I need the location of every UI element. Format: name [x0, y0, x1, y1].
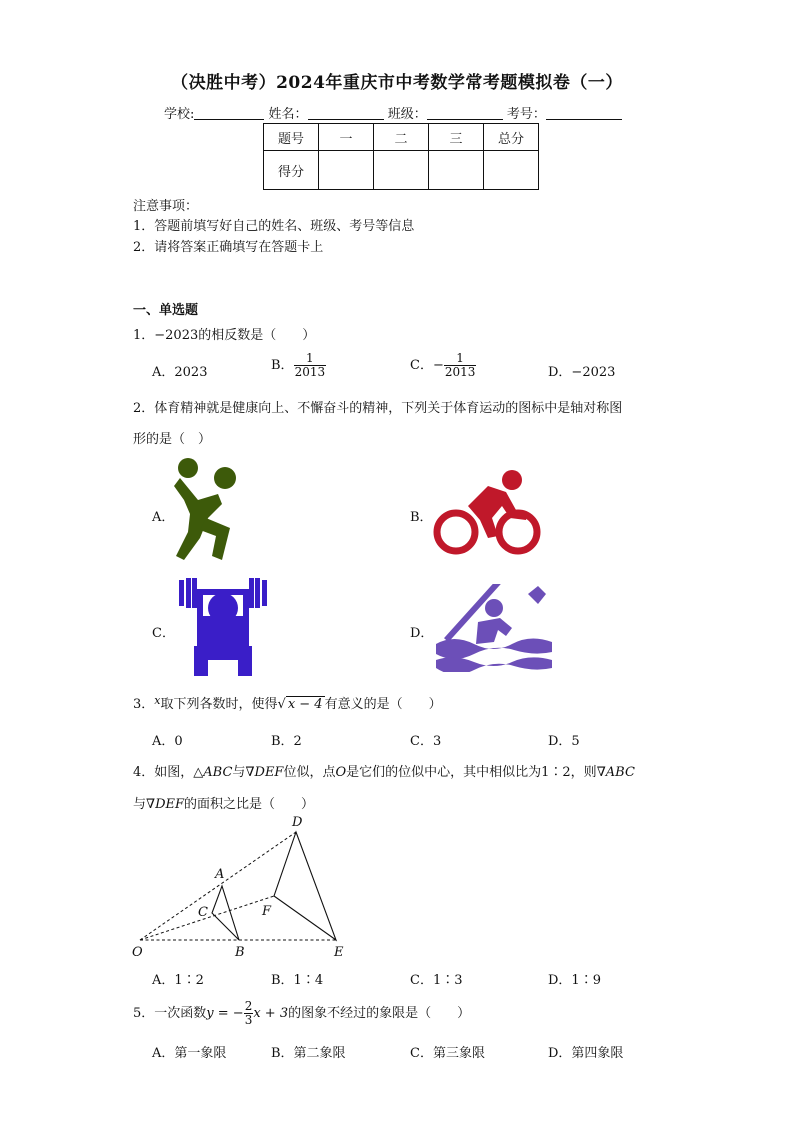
score-table	[263, 123, 539, 190]
q2-option-c-label[interactable]: C．	[152, 626, 175, 641]
q3-number: 3．	[133, 697, 155, 712]
q5-option-d[interactable]: D．第四象限	[548, 1046, 624, 1061]
q4-text: 与	[133, 797, 147, 812]
option-prefix: C．−	[410, 358, 444, 373]
school-blank[interactable]	[194, 107, 264, 120]
q4-text: 位似，点	[283, 765, 336, 780]
notes-heading: 注意事项：	[133, 199, 199, 214]
name-blank[interactable]	[308, 107, 384, 120]
runner-icon	[170, 456, 246, 564]
score-header-cell: 三	[429, 124, 484, 151]
score-header-cell: 题号	[264, 124, 319, 151]
score-header-cell: 一	[319, 124, 374, 151]
question-4-stem-line1	[133, 761, 635, 780]
fraction-numerator: 1	[444, 352, 477, 366]
similar-triangles-figure	[128, 812, 358, 962]
label-o: O	[132, 945, 143, 960]
question-3-stem	[133, 693, 442, 712]
q5-text: 5．一次函数	[133, 1006, 207, 1021]
student-info-line	[164, 103, 622, 122]
q2-option-a-label[interactable]: A．	[152, 510, 175, 525]
label-e: E	[334, 945, 344, 960]
kayaker-icon	[434, 584, 556, 672]
q5-option-b[interactable]: B．第二象限	[271, 1046, 346, 1061]
note-item: 2．请将答案正确填写在答题卡上	[133, 240, 324, 255]
sqrt-sign: √	[277, 697, 286, 712]
note-item: 1．答题前填写好自己的姓名、班级、考号等信息	[133, 219, 415, 234]
q3-option-b[interactable]: B．2	[271, 734, 302, 749]
label-f: F	[262, 904, 272, 919]
label-c: C	[198, 905, 208, 920]
question-2-stem-line2: 形的是（ ）	[133, 432, 212, 447]
score-header-cell: 总分	[484, 124, 539, 151]
q5-option-c[interactable]: C．第三象限	[410, 1046, 485, 1061]
q3-option-c[interactable]: C．3	[410, 734, 442, 749]
q4-option-d[interactable]: D．1∶9	[548, 973, 601, 988]
fraction-numerator: 2	[244, 999, 253, 1013]
question-2-stem-line1: 2．体育精神就是健康向上、不懈奋斗的精神，下列关于体育运动的图标中是轴对称图	[133, 401, 623, 416]
dashed-line-od	[140, 832, 296, 940]
exam-no-blank[interactable]	[546, 107, 622, 120]
fraction-numerator: 1	[294, 352, 327, 366]
q4-text: 的面积之比是（ ）	[184, 797, 315, 812]
q3-option-a[interactable]: A．0	[152, 734, 183, 749]
label-b: B	[235, 945, 245, 960]
class-label: 班级：	[387, 107, 427, 122]
q4-text: 与	[232, 765, 246, 780]
q3-stem-middle: 取下列各数时，使得	[160, 697, 278, 712]
fraction-denominator: 3	[244, 1013, 253, 1027]
q1-option-d[interactable]: D．−2023	[548, 365, 616, 380]
score-cell[interactable]	[374, 151, 429, 190]
q5-equation-lhs: y = −	[206, 1006, 244, 1021]
fraction	[244, 1000, 254, 1027]
q4-triangle-def: ∇DEF	[245, 765, 284, 780]
q1-option-a[interactable]: A．2023	[152, 365, 208, 380]
question-1-stem: 1．−2023的相反数是（ ）	[133, 328, 316, 343]
q4-option-c[interactable]: C．1∶3	[410, 973, 463, 988]
class-blank[interactable]	[427, 107, 503, 120]
fraction-denominator: 2013	[294, 365, 326, 379]
q4-text: 4．如图，	[133, 765, 194, 780]
q4-option-a[interactable]: A．1∶2	[152, 973, 204, 988]
section-heading: 一、单选题	[133, 303, 199, 318]
option-prefix: B．	[271, 358, 294, 373]
q3-stem-suffix: 有意义的是（ ）	[324, 697, 442, 712]
score-cell[interactable]	[429, 151, 484, 190]
q3-radicand: x − 4	[287, 697, 323, 712]
label-a: A	[215, 867, 225, 882]
q4-point-o: O	[335, 765, 347, 780]
q1-option-c[interactable]	[410, 352, 476, 379]
page-title: （决胜中考）2024年重庆市中考数学常考题模拟卷（一）	[171, 73, 623, 93]
question-5-stem	[133, 1000, 470, 1027]
q2-option-d-label[interactable]: D．	[410, 626, 434, 641]
label-d: D	[292, 815, 303, 830]
weightlifter-icon	[176, 576, 270, 678]
exam-no-label: 考号：	[506, 107, 546, 122]
fraction	[294, 352, 327, 379]
triangle-abc-shape	[212, 886, 239, 940]
q3-variable: x	[154, 694, 161, 707]
fraction-denominator: 2013	[444, 365, 476, 379]
school-label: 学校:	[164, 107, 195, 122]
q5-text: 的图象不经过的象限是（ ）	[288, 1006, 471, 1021]
fraction	[444, 352, 477, 379]
score-header-cell: 二	[374, 124, 429, 151]
q5-option-a[interactable]: A．第一象限	[152, 1046, 227, 1061]
cyclist-icon	[432, 466, 542, 558]
q2-option-b-label[interactable]: B．	[410, 510, 433, 525]
q4-option-b[interactable]: B．1∶4	[271, 973, 324, 988]
q4-triangle-def: ∇DEF	[146, 797, 185, 812]
q4-triangle-abc: ∇ABC	[596, 765, 635, 780]
score-cell[interactable]	[484, 151, 539, 190]
q4-triangle-abc: △ABC	[193, 765, 233, 780]
q3-option-d[interactable]: D．5	[548, 734, 580, 749]
name-label: 姓名：	[268, 107, 308, 122]
q5-equation-rhs: x + 3	[253, 1006, 289, 1021]
triangle-def-shape	[274, 832, 336, 940]
q1-option-b[interactable]	[271, 352, 326, 379]
question-4-stem-line2	[133, 793, 314, 812]
q4-text: 是它们的位似中心，其中相似比为1∶2，则	[346, 765, 597, 780]
score-row-label: 得分	[264, 151, 319, 190]
score-cell[interactable]	[319, 151, 374, 190]
